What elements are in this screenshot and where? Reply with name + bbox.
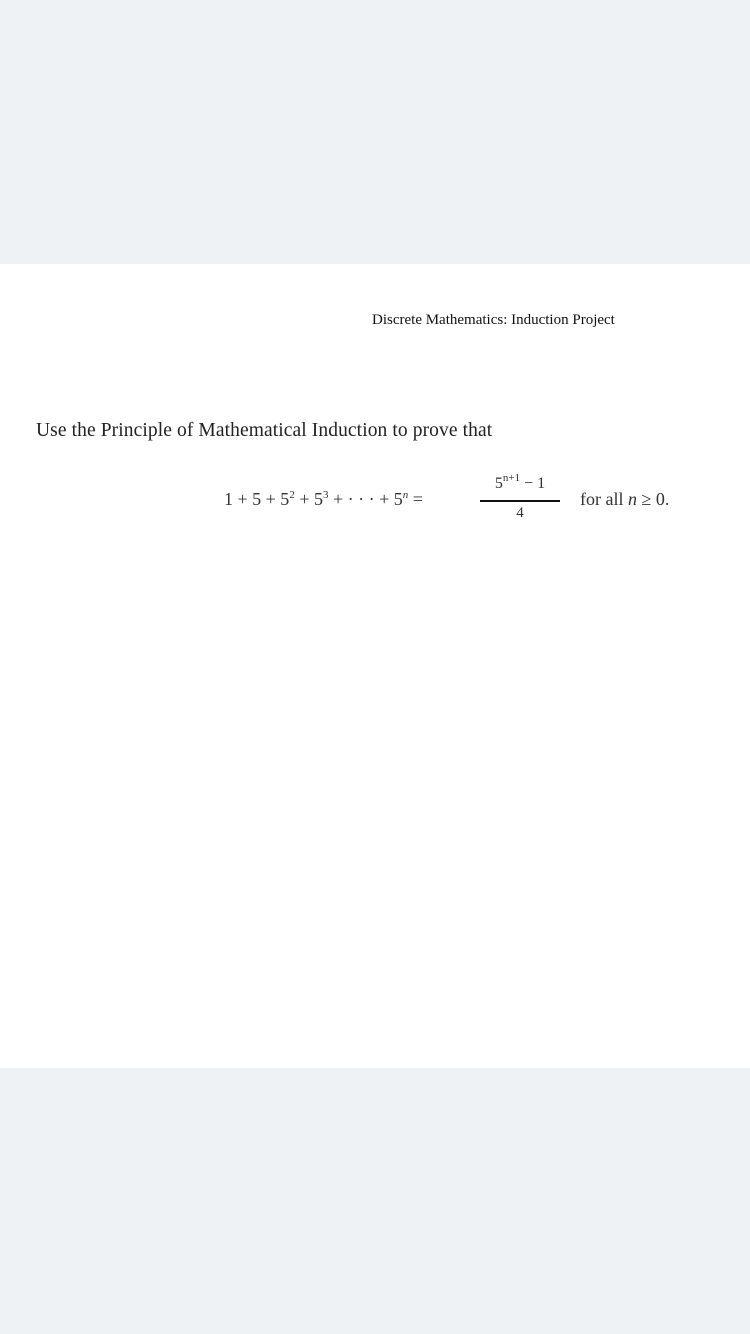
document-header: Discrete Mathematics: Induction Project [372,312,615,328]
lhs-term-1: 1 + 5 + 5 [224,489,290,509]
lhs-term-2: + 5 [294,489,323,509]
condition-text: for all [580,489,628,509]
fraction-bar [480,500,560,502]
equation-left-side [224,489,423,510]
numerator-base: 5 [494,475,503,492]
lhs-term-3: + · · · + 5 [328,489,403,509]
equation-condition [580,489,669,510]
lhs-exponent-n: n [402,489,409,501]
condition-variable: n [627,489,637,509]
lhs-exponent-2: 2 [289,489,295,501]
instruction-text: Use the Principle of Mathematical Induction to prove that [36,420,493,441]
numerator-rest: − 1 [520,475,546,492]
fraction [480,472,560,528]
lhs-exponent-3: 3 [322,489,329,501]
equals-sign: = [408,489,423,509]
viewer-background [0,1068,750,1334]
condition-rest: ≥ 0. [636,489,670,509]
induction-equation [224,472,724,528]
fraction-denominator: 4 [516,505,524,521]
fraction-numerator [482,472,558,493]
document-page [0,264,750,1068]
numerator-exponent: n+1 [502,472,521,484]
